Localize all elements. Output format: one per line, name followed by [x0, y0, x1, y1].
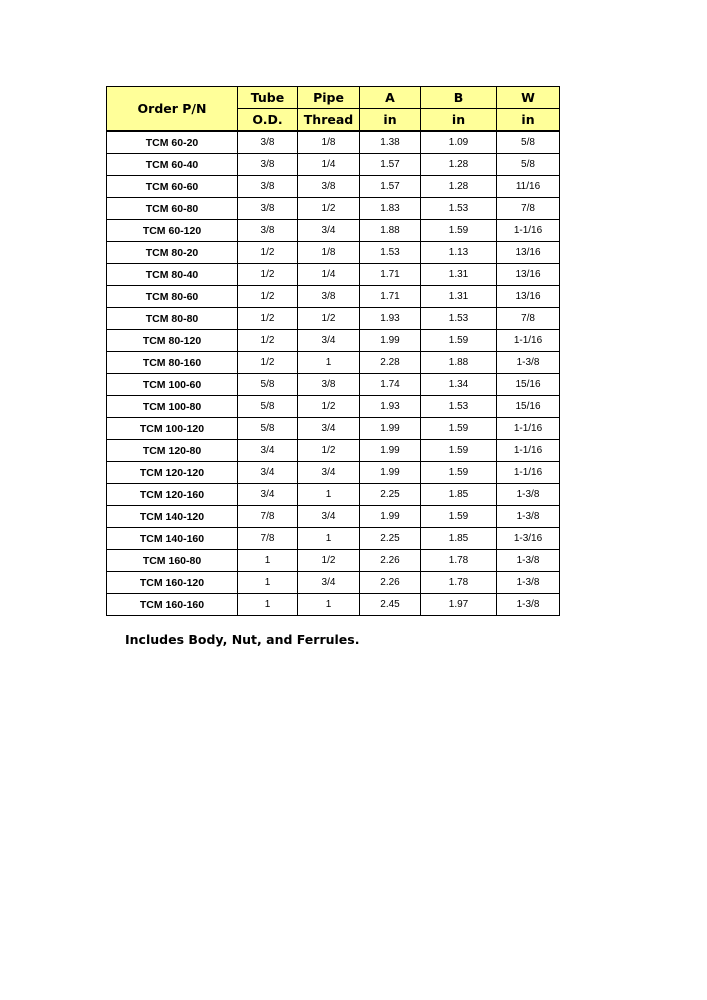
b-cell: 1.31 — [421, 264, 497, 286]
table-row — [107, 220, 560, 242]
a-cell: 2.28 — [360, 352, 421, 374]
b-cell: 1.13 — [421, 242, 497, 264]
header-tube-od: O.D. — [238, 109, 298, 132]
b-cell: 1.88 — [421, 352, 497, 374]
order-pn-cell: TCM 60-20 — [107, 131, 238, 154]
header-b-unit: in — [421, 109, 497, 132]
a-cell: 2.25 — [360, 528, 421, 550]
header-tube: Tube — [238, 87, 298, 109]
b-cell: 1.59 — [421, 440, 497, 462]
a-cell: 1.99 — [360, 506, 421, 528]
header-w-unit: in — [497, 109, 560, 132]
table-row — [107, 131, 560, 154]
pipe-thread-cell: 3/4 — [298, 418, 360, 440]
order-pn-cell: TCM 80-20 — [107, 242, 238, 264]
tube-od-cell: 7/8 — [238, 528, 298, 550]
b-cell: 1.78 — [421, 572, 497, 594]
header-w: W — [497, 87, 560, 109]
order-pn-cell: TCM 60-60 — [107, 176, 238, 198]
b-cell: 1.97 — [421, 594, 497, 616]
pipe-thread-cell: 1/4 — [298, 264, 360, 286]
tube-od-cell: 1 — [238, 594, 298, 616]
a-cell: 1.88 — [360, 220, 421, 242]
pipe-thread-cell: 1 — [298, 352, 360, 374]
tube-od-cell: 3/8 — [238, 220, 298, 242]
b-cell: 1.34 — [421, 374, 497, 396]
b-cell: 1.59 — [421, 220, 497, 242]
b-cell: 1.78 — [421, 550, 497, 572]
a-cell: 1.74 — [360, 374, 421, 396]
a-cell: 1.71 — [360, 264, 421, 286]
b-cell: 1.31 — [421, 286, 497, 308]
order-pn-cell: TCM 120-160 — [107, 484, 238, 506]
table-body — [107, 131, 560, 616]
b-cell: 1.53 — [421, 198, 497, 220]
table-row — [107, 440, 560, 462]
tube-od-cell: 5/8 — [238, 396, 298, 418]
order-pn-cell: TCM 80-160 — [107, 352, 238, 374]
w-cell: 13/16 — [497, 264, 560, 286]
b-cell: 1.53 — [421, 396, 497, 418]
tube-od-cell: 3/4 — [238, 440, 298, 462]
table-row — [107, 154, 560, 176]
tube-od-cell: 3/8 — [238, 131, 298, 154]
pipe-thread-cell: 1/2 — [298, 440, 360, 462]
table-row — [107, 418, 560, 440]
a-cell: 1.93 — [360, 308, 421, 330]
order-pn-cell: TCM 60-80 — [107, 198, 238, 220]
w-cell: 15/16 — [497, 396, 560, 418]
pipe-thread-cell: 1/2 — [298, 396, 360, 418]
pipe-thread-cell: 1 — [298, 528, 360, 550]
table-row — [107, 594, 560, 616]
header-pipe: Pipe — [298, 87, 360, 109]
a-cell: 1.71 — [360, 286, 421, 308]
b-cell: 1.85 — [421, 528, 497, 550]
tube-od-cell: 7/8 — [238, 506, 298, 528]
header-pipe-thread: Thread — [298, 109, 360, 132]
pipe-thread-cell: 3/4 — [298, 220, 360, 242]
table-row — [107, 572, 560, 594]
pipe-thread-cell: 3/4 — [298, 572, 360, 594]
w-cell: 15/16 — [497, 374, 560, 396]
pipe-thread-cell: 1/2 — [298, 308, 360, 330]
w-cell: 1-3/8 — [497, 484, 560, 506]
tube-od-cell: 1/2 — [238, 352, 298, 374]
order-pn-cell: TCM 80-120 — [107, 330, 238, 352]
table-row — [107, 374, 560, 396]
pipe-thread-cell: 3/4 — [298, 462, 360, 484]
tube-od-cell: 1/2 — [238, 330, 298, 352]
a-cell: 1.99 — [360, 418, 421, 440]
b-cell: 1.59 — [421, 330, 497, 352]
table-row — [107, 462, 560, 484]
order-pn-cell: TCM 120-80 — [107, 440, 238, 462]
w-cell: 1-3/16 — [497, 528, 560, 550]
tube-od-cell: 5/8 — [238, 418, 298, 440]
tube-od-cell: 1 — [238, 572, 298, 594]
pipe-thread-cell: 3/4 — [298, 330, 360, 352]
pipe-thread-cell: 3/4 — [298, 506, 360, 528]
table-row — [107, 352, 560, 374]
order-pn-cell: TCM 140-160 — [107, 528, 238, 550]
tube-od-cell: 1/2 — [238, 308, 298, 330]
order-pn-cell: TCM 100-80 — [107, 396, 238, 418]
a-cell: 1.99 — [360, 462, 421, 484]
tube-od-cell: 3/8 — [238, 154, 298, 176]
table-row — [107, 484, 560, 506]
table-row — [107, 330, 560, 352]
a-cell: 1.99 — [360, 330, 421, 352]
header-order-pn: Order P/N — [107, 87, 238, 132]
pipe-thread-cell: 1 — [298, 594, 360, 616]
table-row — [107, 528, 560, 550]
a-cell: 1.83 — [360, 198, 421, 220]
table-row — [107, 264, 560, 286]
order-pn-cell: TCM 140-120 — [107, 506, 238, 528]
a-cell: 1.57 — [360, 176, 421, 198]
order-pn-cell: TCM 160-80 — [107, 550, 238, 572]
w-cell: 1-1/16 — [497, 330, 560, 352]
header-b: B — [421, 87, 497, 109]
w-cell: 7/8 — [497, 198, 560, 220]
a-cell: 2.45 — [360, 594, 421, 616]
pipe-thread-cell: 1/2 — [298, 198, 360, 220]
pipe-thread-cell: 3/8 — [298, 374, 360, 396]
tube-od-cell: 3/8 — [238, 198, 298, 220]
order-pn-cell: TCM 80-60 — [107, 286, 238, 308]
w-cell: 1-1/16 — [497, 220, 560, 242]
w-cell: 11/16 — [497, 176, 560, 198]
a-cell: 2.26 — [360, 572, 421, 594]
w-cell: 5/8 — [497, 131, 560, 154]
order-pn-cell: TCM 80-80 — [107, 308, 238, 330]
table-row — [107, 286, 560, 308]
table-row — [107, 308, 560, 330]
w-cell: 13/16 — [497, 286, 560, 308]
table-row — [107, 396, 560, 418]
tube-od-cell: 3/4 — [238, 462, 298, 484]
pipe-thread-cell: 1/4 — [298, 154, 360, 176]
footnote: Includes Body, Nut, and Ferrules. — [125, 632, 360, 647]
tube-od-cell: 1 — [238, 550, 298, 572]
table-row — [107, 242, 560, 264]
fittings-spec-table — [106, 86, 560, 616]
w-cell: 1-3/8 — [497, 506, 560, 528]
b-cell: 1.59 — [421, 506, 497, 528]
tube-od-cell: 1/2 — [238, 286, 298, 308]
header-row-top — [107, 87, 560, 109]
b-cell: 1.59 — [421, 418, 497, 440]
pipe-thread-cell: 1/2 — [298, 550, 360, 572]
pipe-thread-cell: 1/8 — [298, 242, 360, 264]
a-cell: 1.57 — [360, 154, 421, 176]
w-cell: 1-1/16 — [497, 462, 560, 484]
order-pn-cell: TCM 100-60 — [107, 374, 238, 396]
pipe-thread-cell: 3/8 — [298, 286, 360, 308]
w-cell: 1-3/8 — [497, 594, 560, 616]
b-cell: 1.59 — [421, 462, 497, 484]
b-cell: 1.85 — [421, 484, 497, 506]
tube-od-cell: 1/2 — [238, 242, 298, 264]
order-pn-cell: TCM 160-120 — [107, 572, 238, 594]
table-row — [107, 198, 560, 220]
b-cell: 1.09 — [421, 131, 497, 154]
order-pn-cell: TCM 120-120 — [107, 462, 238, 484]
w-cell: 5/8 — [497, 154, 560, 176]
pipe-thread-cell: 3/8 — [298, 176, 360, 198]
order-pn-cell: TCM 60-120 — [107, 220, 238, 242]
order-pn-cell: TCM 160-160 — [107, 594, 238, 616]
a-cell: 1.38 — [360, 131, 421, 154]
order-pn-cell: TCM 80-40 — [107, 264, 238, 286]
tube-od-cell: 5/8 — [238, 374, 298, 396]
table-row — [107, 550, 560, 572]
pipe-thread-cell: 1 — [298, 484, 360, 506]
b-cell: 1.53 — [421, 308, 497, 330]
a-cell: 2.26 — [360, 550, 421, 572]
pipe-thread-cell: 1/8 — [298, 131, 360, 154]
w-cell: 1-3/8 — [497, 572, 560, 594]
table-header — [107, 87, 560, 132]
w-cell: 13/16 — [497, 242, 560, 264]
w-cell: 1-3/8 — [497, 352, 560, 374]
a-cell: 1.93 — [360, 396, 421, 418]
tube-od-cell: 3/4 — [238, 484, 298, 506]
tube-od-cell: 1/2 — [238, 264, 298, 286]
w-cell: 1-1/16 — [497, 418, 560, 440]
b-cell: 1.28 — [421, 154, 497, 176]
header-a-unit: in — [360, 109, 421, 132]
tube-od-cell: 3/8 — [238, 176, 298, 198]
w-cell: 1-1/16 — [497, 440, 560, 462]
b-cell: 1.28 — [421, 176, 497, 198]
header-a: A — [360, 87, 421, 109]
a-cell: 1.99 — [360, 440, 421, 462]
w-cell: 7/8 — [497, 308, 560, 330]
a-cell: 1.53 — [360, 242, 421, 264]
table-row — [107, 506, 560, 528]
order-pn-cell: TCM 100-120 — [107, 418, 238, 440]
a-cell: 2.25 — [360, 484, 421, 506]
table-row — [107, 176, 560, 198]
w-cell: 1-3/8 — [497, 550, 560, 572]
order-pn-cell: TCM 60-40 — [107, 154, 238, 176]
